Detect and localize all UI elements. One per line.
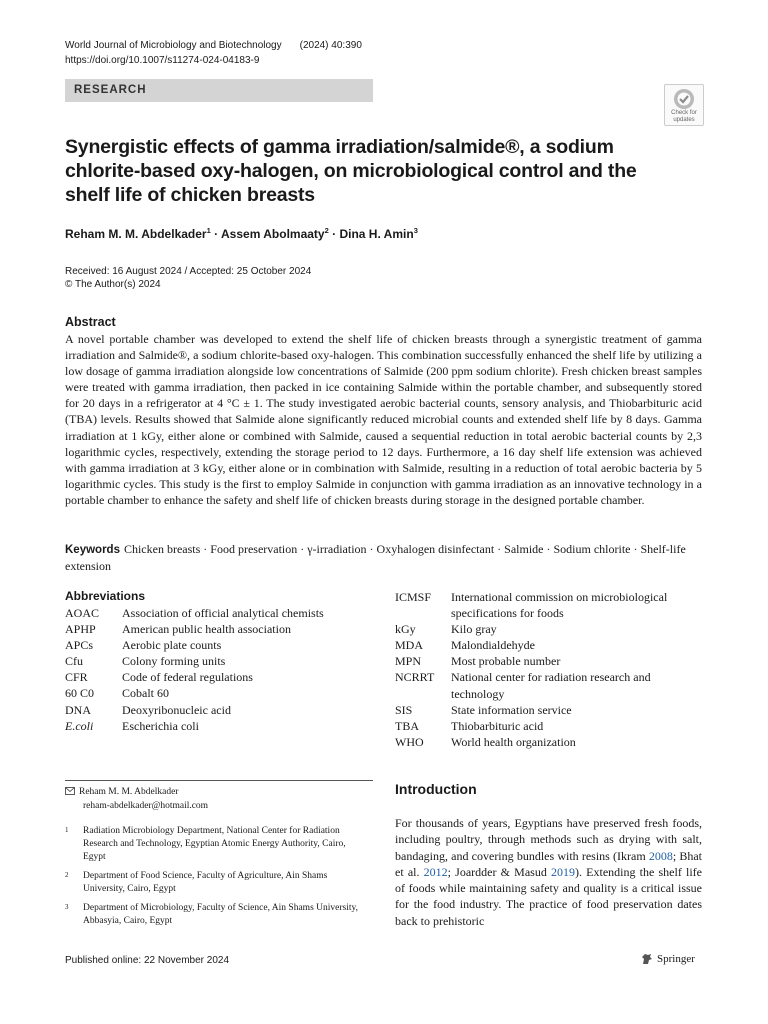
abbreviation-row [65,637,375,653]
abbreviation-row [65,621,375,637]
keywords-heading: Keywords [65,544,120,556]
abbreviation-term: APCs [65,638,94,653]
abstract-text: A novel portable chamber was developed to extend the shelf life of chicken breasts through a synergistic treatment of gamma irradiation and Salmide®, a sodium chlorite-based oxy-halogen. This combination successfully enhanced the shelf life by utilizing a low dosage of gamma irradiation alongside low concentrations of Salmide (200 ppm sodium chlorite). Fresh chicken breast samples were treated with gamma irradiation, then packed in ice containing Salmide within the portable chamber, and subsequently stored for 20 days in a refrigerator at 4 °C ± 1. The study investigated aerobic bacterial counts, sensory analysis, and Thiobarbituric acid (TBA) levels. Results showed that Salmide alone significantly reduced microbial counts and extended shelf life by 8 days. Gamma irradiation at 1 kGy, either alone or combined with Salmide, caused a sequential reduction in total aerobic bacterial counts by 2,3 logarithmic cycles, respectively, extending the storage period to 12 days. Furthermore, a 16 day shelf life extension was achieved with gamma irradiation at 3 kGy, either alone or in combination with Salmide, resulting in a reduction of total aerobic bacteria by 5 logarithmic cycles. This study is the first to employ Salmide in conjunction with gamma irradiation as an innovative technology in a portable chamber to enhance the safety and shelf life of chicken breasts during storage in the designed portable chamber. [65,332,702,507]
author-list [65,226,418,241]
abbreviation-term: kGy [395,622,416,637]
abbreviation-term: CFR [65,670,88,685]
check-label-2: updates [673,116,695,123]
abbreviation-definition: Escherichia coli [122,718,199,733]
abbreviation-term: SIS [395,702,413,717]
received-accepted: Received: 16 August 2024 / Accepted: 25 October 2024 [65,266,312,277]
abbreviation-row [65,653,375,669]
check-label-1: Check for [671,110,697,116]
affiliation-number: 1 [65,826,69,834]
affiliation-text: Department of Food Science, Faculty of Agriculture, Ain Shams University, Cairo, Egypt [83,871,328,894]
introduction-text [395,815,702,929]
affiliation-number: 3 [65,903,69,911]
abbreviation-row [65,718,375,734]
abbreviation-definition: Thiobarbituric acid [451,718,544,733]
abbreviation-definition: Malondialdehyde [451,638,535,653]
abbreviation-term: ICMSF [395,590,432,604]
abbreviation-term: NCRRT [395,670,435,685]
abbreviation-term: TBA [395,718,419,733]
abbreviation-row [395,589,705,621]
abbreviations-left-column [65,605,375,734]
affiliation-number: 2 [65,871,69,879]
envelope-icon [65,787,79,800]
intro-text-part: ; Bhat et al. [395,848,702,879]
abstract-heading: Abstract [65,315,116,329]
abbreviation-definition: American public health association [122,622,291,637]
doi-link[interactable]: https://doi.org/10.1007/s11274-024-04183-9 [65,55,260,66]
section-label: RESEARCH [65,79,373,102]
abbreviation-definition: Colony forming units [122,654,226,669]
author-separator: · [214,227,219,241]
intro-text-part: ; Joardder & Masud [447,864,552,879]
abbreviation-row [65,702,375,718]
abbreviation-row [65,669,375,685]
abbreviation-definition: State information service [451,702,572,717]
author-name[interactable]: Assem Abolmaaty [221,227,325,241]
abbreviation-term: E.coli [65,718,94,733]
abbreviations-right-column [395,589,705,750]
author-affiliation-mark: 1 [206,226,211,235]
abbreviation-definition: Most probable number [451,654,561,669]
abbreviation-row [65,685,375,701]
abbreviation-term: DNA [65,702,91,717]
citation-link[interactable]: 2019 [551,864,576,879]
abbreviation-row [395,653,705,669]
abbreviation-term: AOAC [65,606,100,620]
published-date: Published online: 22 November 2024 [65,955,229,966]
journal-header [65,40,362,51]
abbreviation-definition: Kilo gray [451,622,497,637]
corresponding-email[interactable]: reham-abdelkader@hotmail.com [83,801,209,811]
publisher-name: Springer [657,953,695,965]
abbreviation-term: 60 C0 [65,686,95,701]
affiliation-1 [65,825,365,864]
corresponding-author: Reham M. M. Abdelkader [79,787,179,797]
abbreviation-definition: Code of federal regulations [122,670,253,685]
abbreviation-row [395,718,705,734]
citation-link[interactable]: 2008 [648,848,673,863]
article-dates [65,265,311,291]
author-name[interactable]: Dina H. Amin [339,227,414,241]
article-title: Synergistic effects of gamma irradiation/salmide®, a sodium chlorite-based oxy-halogen, on microbiological control and the shelf life of chicken breasts [65,136,637,206]
author-affiliation-mark: 2 [324,226,329,235]
abbreviation-definition: International commission on microbiological specifications for foods [451,590,668,621]
abbreviation-term: WHO [395,734,424,749]
author-name[interactable]: Reham M. M. Abdelkader [65,227,207,241]
abbreviation-definition: Cobalt 60 [122,686,169,701]
affiliation-2 [65,870,365,896]
check-updates-icon [673,88,695,110]
abbreviation-row [395,637,705,653]
abbreviation-row [395,669,705,701]
abbreviation-definition: Association of official analytical chemists [122,606,324,620]
abbreviation-row [395,702,705,718]
publisher-logo [640,952,695,966]
journal-volume: (2024) 40:390 [299,40,362,51]
abbreviation-definition: World health organization [451,734,576,749]
introduction-heading: Introduction [395,781,477,797]
affiliation-text: Department of Microbiology, Faculty of Science, Ain Shams University, Abbasyia, Cairo, Egypt [83,903,359,926]
keywords [65,541,702,574]
abbreviation-definition: Aerobic plate counts [122,638,222,653]
intro-text-part: ). Extending the shelf life of foods while maintaining safety and quality is a critical issue for the food industry. The practice of food preservation dates back to prehistoric [395,864,702,928]
abbreviation-term: MDA [395,638,424,653]
abbreviation-term: MPN [395,654,422,669]
copyright: © The Author(s) 2024 [65,279,161,290]
abbreviation-definition: National center for radiation research and technology [451,670,651,701]
abbreviation-row [65,605,375,621]
springer-horse-icon [640,952,654,966]
abbreviation-term: Cfu [65,654,83,669]
abbreviation-definition: Deoxyribonucleic acid [122,702,231,717]
journal-name: World Journal of Microbiology and Biotechnology [65,40,282,51]
citation-link[interactable]: 2012 [423,864,448,879]
author-affiliation-mark: 3 [413,226,418,235]
abbreviations-heading: Abbreviations [65,589,146,603]
correspondence [65,786,208,813]
abbreviation-row [395,621,705,637]
author-separator: · [332,227,337,241]
keywords-text: Chicken breasts · Food preservation · γ-irradiation · Oxyhalogen disinfectant · Salmide · Sodium chlorite · Shelf-life extension [65,542,686,573]
footnote-divider [65,780,373,781]
affiliation-3 [65,902,365,928]
abbreviation-term: APHP [65,622,96,637]
intro-text-part: For thousands of years, Egyptians have preserved fresh foods, including poultry, through methods such as drying with salt, bandaging, and covering bundles with resins (Ikram [395,816,702,863]
abbreviation-row [395,734,705,750]
affiliation-text: Radiation Microbiology Department, National Center for Radiation Research and Technology, Egyptian Atomic Energy Authority, Cairo, Egypt [83,826,346,862]
check-for-updates-button[interactable] [664,84,704,126]
